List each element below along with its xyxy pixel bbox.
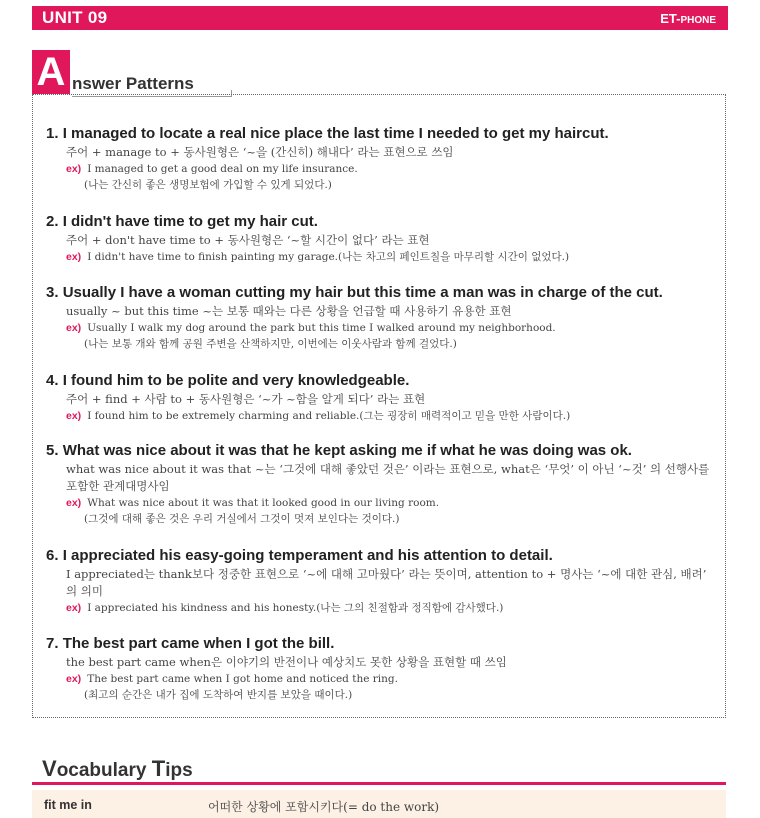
- pattern-sentence: 1. I managed to locate a real nice place the last time I needed to get my haircut.: [46, 125, 609, 142]
- example-translation: (그것에 대해 좋은 것은 우리 거실에서 그것이 멋져 보인다는 것이다.): [84, 513, 400, 525]
- pattern-item-7: [46, 634, 716, 703]
- header-bar: [32, 6, 728, 30]
- ex-tag: ex): [66, 251, 82, 263]
- pattern-example: ex) I didn't have time to finish painting my garage.(나는 차고의 페인트칠을 마무리할 시간이 없었다.): [66, 251, 570, 263]
- pattern-sentence: 3. Usually I have a woman cutting my hair but this time a man was in charge of the cut.: [46, 284, 663, 301]
- ex-tag: ex): [66, 497, 82, 509]
- pattern-item-5: [46, 441, 716, 527]
- pattern-example: ex) I found him to be extremely charming and reliable.(그는 굉장히 매력적이고 믿을 만한 사람이다.): [66, 410, 571, 422]
- ex-tag: ex): [66, 602, 82, 614]
- pattern-explanation: the best part came when은 이야기의 반전이나 예상치도 못한 상황을 표현할 때 쓰임: [66, 655, 507, 669]
- vocabulary-divider: [32, 782, 726, 785]
- ex-tag: ex): [66, 410, 82, 422]
- brand-logo: [660, 11, 716, 29]
- vocabulary-tips-title: Vocabulary Tips: [42, 756, 193, 781]
- pattern-sentence: 7. The best part came when I got the bill.: [46, 635, 335, 652]
- vocab-definition: 어떠한 상황에 포함시키다(= do the work): [208, 800, 440, 814]
- unit-label: UNIT 09: [42, 8, 108, 27]
- pattern-sentence: 5. What was nice about it was that he kept asking me if what he was doing was ok.: [46, 442, 632, 459]
- pattern-explanation: what was nice about it was that ~는 ‘그것에 대해 좋았던 것은’ 이라는 표현으로, what은 ‘무엇’ 이 아닌 ‘~것’ 의 선행사를 포함한 관계대명사임: [66, 462, 710, 493]
- vocabulary-row: [32, 790, 726, 818]
- pattern-explanation: I appreciated는 thank보다 정중한 표현으로 ‘~에 대해 고마웠다’ 라는 뜻이며, attention to + 명사는 ‘~에 대한 관심, 배려’ 의 의미: [66, 567, 707, 598]
- pattern-explanation: 주어 + find + 사람 to + 동사원형은 ‘~가 ~함을 알게 되다’ 라는 표현: [66, 392, 426, 406]
- pattern-example: ex) Usually I walk my dog around the park but this time I walked around my neighborhood. (나는 보통 개와 함께 공원 주변을 산책하지만, 이번에는 이웃사람과 함께 걸었다.): [66, 320, 716, 352]
- pattern-explanation: usually ~ but this time ~는 보통 때와는 다른 상황을 언급할 때 사용하기 유용한 표현: [66, 304, 512, 318]
- pattern-explanation: 주어 + manage to + 동사원형은 ‘~을 (간신히) 해내다’ 라는 표현으로 쓰임: [66, 145, 454, 159]
- vocab-term: fit me in: [44, 798, 92, 812]
- pattern-example: ex) The best part came when I got home and noticed the ring. (최고의 순간은 내가 집에 도착하여 반지를 보았을 때이다.): [66, 671, 716, 703]
- pattern-sentence: 2. I didn't have time to get my hair cut.: [46, 213, 318, 230]
- pattern-item-1: [46, 124, 716, 193]
- ex-tag: ex): [66, 163, 82, 175]
- pattern-example: ex) I appreciated his kindness and his honesty.(나는 그의 친절함과 정직함에 감사했다.): [66, 602, 504, 614]
- pattern-item-2: [46, 212, 716, 265]
- example-translation: (최고의 순간은 내가 집에 도착하여 반지를 보았을 때이다.): [84, 689, 353, 701]
- ex-tag: ex): [66, 673, 82, 685]
- title-initial-badge: A: [32, 50, 70, 94]
- pattern-sentence: 6. I appreciated his easy-going temperament and his attention to detail.: [46, 547, 553, 564]
- example-translation: (나는 간신히 좋은 생명보험에 가입할 수 있게 되었다.): [84, 179, 332, 191]
- pattern-example: ex) What was nice about it was that it looked good in our living room. (그것에 대해 좋은 것은 우리 거실에서 그것이 멋져 보인다는 것이다.): [66, 495, 716, 527]
- pattern-explanation: 주어 + don't have time to + 동사원형은 ‘~할 시간이 없다’ 라는 표현: [66, 233, 430, 247]
- example-translation: (나는 보통 개와 함께 공원 주변을 산책하지만, 이번에는 이웃사람과 함께 걸었다.): [84, 338, 457, 350]
- brand-et: ET-: [660, 11, 681, 26]
- pattern-item-6: [46, 546, 716, 616]
- pattern-item-4: [46, 371, 716, 424]
- pattern-example: ex) I managed to get a good deal on my life insurance. (나는 간신히 좋은 생명보험에 가입할 수 있게 되었다.): [66, 161, 716, 193]
- title-rest: nswer Patterns: [72, 74, 194, 93]
- ex-tag: ex): [66, 322, 82, 334]
- brand-phone: PHONE: [680, 15, 716, 26]
- pattern-sentence: 4. I found him to be polite and very knowledgeable.: [46, 372, 410, 389]
- pattern-item-3: [46, 283, 716, 352]
